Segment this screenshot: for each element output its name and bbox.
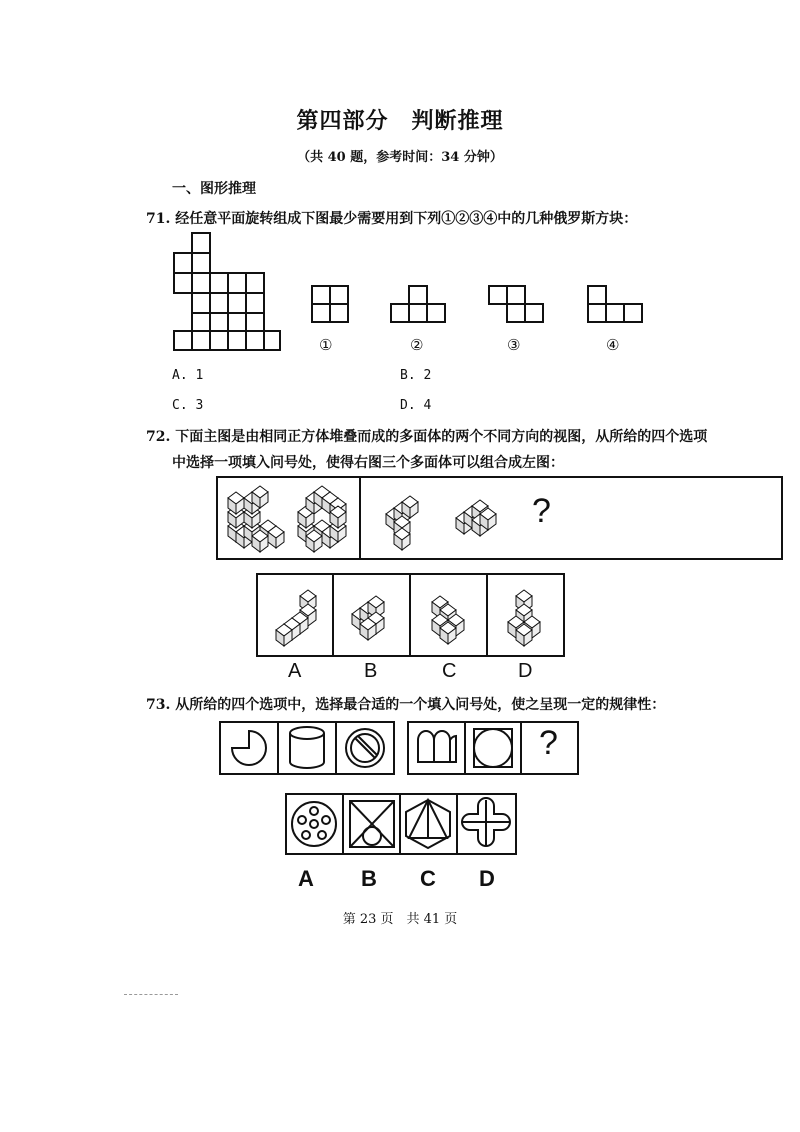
page-subtitle: （共 40 题，参考时间：34 分钟） <box>297 150 503 165</box>
q71-piece-label-4: ④ <box>606 336 620 354</box>
q73-option-label-d[interactable]: D <box>479 866 495 891</box>
x-square-with-circle-icon <box>350 801 394 847</box>
q71-piece-label-2: ② <box>410 336 424 354</box>
q71-option-c[interactable]: C. 3 <box>172 398 204 413</box>
question-71-text: 71. 经任意平面旋转组成下图最少需要用到下列①②③④中的几种俄罗斯方块： <box>146 211 638 227</box>
circle-with-five-dots-icon <box>292 802 336 846</box>
cross-flower-icon <box>462 798 510 846</box>
q71-option-a[interactable]: A. 1 <box>172 368 204 383</box>
q71-piece-label-3: ③ <box>507 336 521 354</box>
q72-option-label-c[interactable]: C <box>442 660 457 682</box>
q71-option-b[interactable]: B. 2 <box>400 368 432 383</box>
q72-option-label-a[interactable]: A <box>288 660 302 682</box>
q71-option-d[interactable]: D. 4 <box>400 398 432 413</box>
q73-option-label-a[interactable]: A <box>298 866 314 891</box>
scan-artifact-line <box>124 994 178 995</box>
section-heading: 一、图形推理 <box>172 181 256 197</box>
q73-option-label-b[interactable]: B <box>361 866 377 891</box>
q72-option-label-b[interactable]: B <box>364 660 378 682</box>
q73-question-mark: ? <box>539 724 558 762</box>
question-73-text: 73. 从所给的四个选项中，选择最合适的一个填入问号处，使之呈现一定的规律性： <box>146 697 666 713</box>
question-72-line-1: 72. 下面主图是由相同正方体堆叠而成的多面体的两个不同方向的视图，从所给的四个选项 <box>146 429 708 445</box>
question-72-line-2: 中选择一项填入问号处，使得右图三个多面体可以组合成左图： <box>172 455 564 471</box>
page-number: 第 23 页 共 41 页 <box>342 912 458 927</box>
q72-question-mark: ? <box>532 492 551 530</box>
q73-option-label-c[interactable]: C <box>420 866 436 891</box>
page-title: 第四部分 判断推理 <box>296 108 504 134</box>
hexagon-star-icon <box>406 800 450 848</box>
q71-piece-label-1: ① <box>319 336 333 354</box>
q72-option-label-d[interactable]: D <box>518 660 533 682</box>
